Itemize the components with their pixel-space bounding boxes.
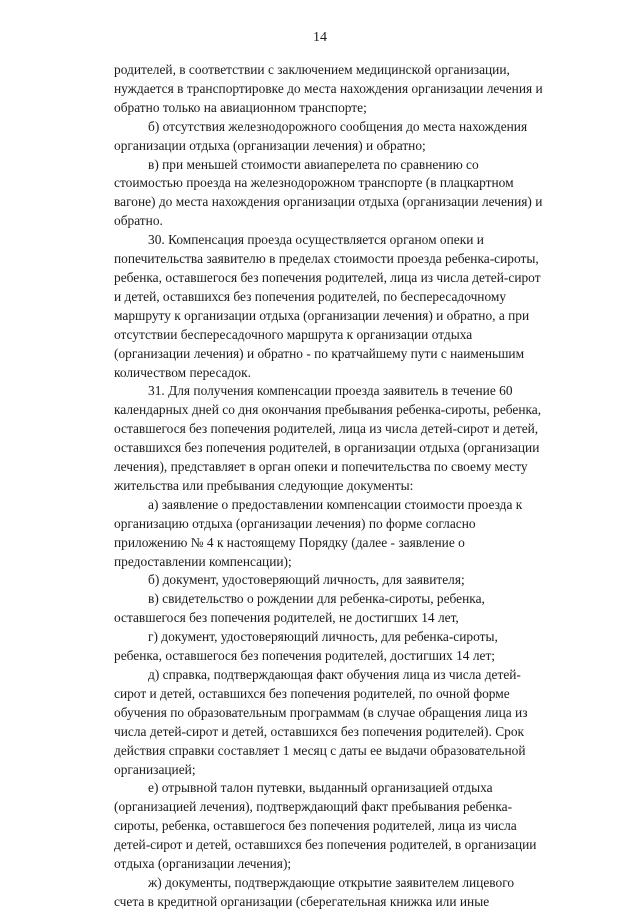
text-line: сирот и детей, оставшихся без попечения родителей, по очной форме (114, 685, 510, 701)
text-line: отсутствии беспересадочного маршрута к организации отдыха (114, 326, 473, 342)
text-line: приложению № 4 к настоящему Порядку (далее - заявление о (114, 534, 465, 550)
text-line: д) справка, подтверждающая факт обучения лица из числа детей- (148, 667, 521, 682)
text-line: обратно. (114, 213, 163, 229)
text-line: числа детей-сирот и детей, оставшихся без попечения родителей). Срок (114, 723, 525, 739)
text-line: нуждается в транспортировке до места нахождения организации лечения и (114, 80, 543, 96)
text-line: 31. Для получения компенсации проезда заявитель в течение 60 (148, 383, 513, 399)
text-line: лечения), представляет в орган опеки и попечительства по своему месту (114, 459, 528, 475)
text-line: (организации лечения) и обратно - по кратчайшему пути с наименьшим (114, 345, 525, 361)
text-line: предоставлении компенсации); (114, 553, 292, 569)
text-line: количеством пересадок. (114, 364, 251, 380)
text-line: отдыха (организации лечения); (114, 856, 292, 872)
text-line: а) заявление о предоставлении компенсации стоимости проезда к (148, 496, 523, 512)
text-line: ребенка, оставшегося без попечения родителей, лица из числа детей-сирот (114, 269, 541, 285)
text-line: вагоне) до места нахождения организации отдыха (организации лечения) и (114, 194, 543, 210)
text-line: жительства или пребывания следующие документы: (114, 477, 414, 493)
text-line: маршруту к организации отдыха (организации лечения) и обратно, а при (114, 307, 530, 323)
text-line: календарных дней со дня окончания пребывания ребенка-сироты, ребенка, (114, 402, 542, 418)
text-line: в) при меньшей стоимости авиаперелета по сравнению со (148, 156, 479, 172)
text-line: обучения по образовательным программам (в случае обращения лица из (114, 704, 528, 720)
text-line: родителей, в соответствии с заключением медицинской организации, (114, 62, 510, 77)
text-line: обратно только на авиационном транспорте; (114, 99, 367, 115)
text-line: организацию отдыха (организации лечения) по форме согласно (114, 515, 476, 531)
text-line: действия справки составляет 1 месяц с даты ее выдачи образовательной (114, 742, 526, 758)
text-line: сироты, ребенка, оставшегося без попечения родителей, лица из числа (114, 818, 517, 834)
text-line: ребенка, оставшегося без попечения родителей, достигших 14 лет; (114, 648, 496, 664)
text-line: 30. Компенсация проезда осуществляется органом опеки и (148, 232, 484, 248)
text-line: попечительства заявителю в пределах стоимости проезда ребенка-сироты, (114, 251, 539, 267)
text-line: счета в кредитной организации (сберегательная книжка или иные (114, 893, 490, 909)
text-line: е) отрывной талон путевки, выданный организацией отдыха (148, 780, 493, 796)
page-number: 14 (313, 30, 327, 45)
text-line: г) документ, удостоверяющий личность, для ребенка-сироты, (148, 629, 498, 645)
text-line: стоимостью проезда на железнодорожном транспорте (в плацкартном (114, 175, 514, 191)
text-line: б) документ, удостоверяющий личность, для заявителя; (148, 572, 465, 588)
document-body (114, 61, 598, 912)
text-line: оставшегося без попечения родителей, не достигших 14 лет, (114, 610, 459, 626)
text-line: оставшегося без попечения родителей, лица из числа детей-сирот и детей, (114, 421, 539, 437)
text-line: организации отдыха (организации лечения) и обратно; (114, 137, 426, 153)
text-line: б) отсутствия железнодорожного сообщения до места нахождения (148, 118, 528, 134)
text-line: в) свидетельство о рождении для ребенка-сироты, ребенка, (148, 591, 485, 607)
text-line: (организацией лечения), подтверждающий факт пребывания ребенка- (114, 799, 513, 815)
text-line: детей-сирот и детей, оставшихся без попечения родителей, в организации (114, 837, 537, 853)
text-line: и детей, оставшихся без попечения родителей, по беспересадочному (114, 288, 507, 304)
text-line: ж) документы, подтверждающие открытие заявителем лицевого (148, 874, 515, 890)
text-line: оставшихся без попечения родителей, в организации отдыха (организации (114, 440, 540, 456)
text-line: организацией; (114, 761, 196, 777)
